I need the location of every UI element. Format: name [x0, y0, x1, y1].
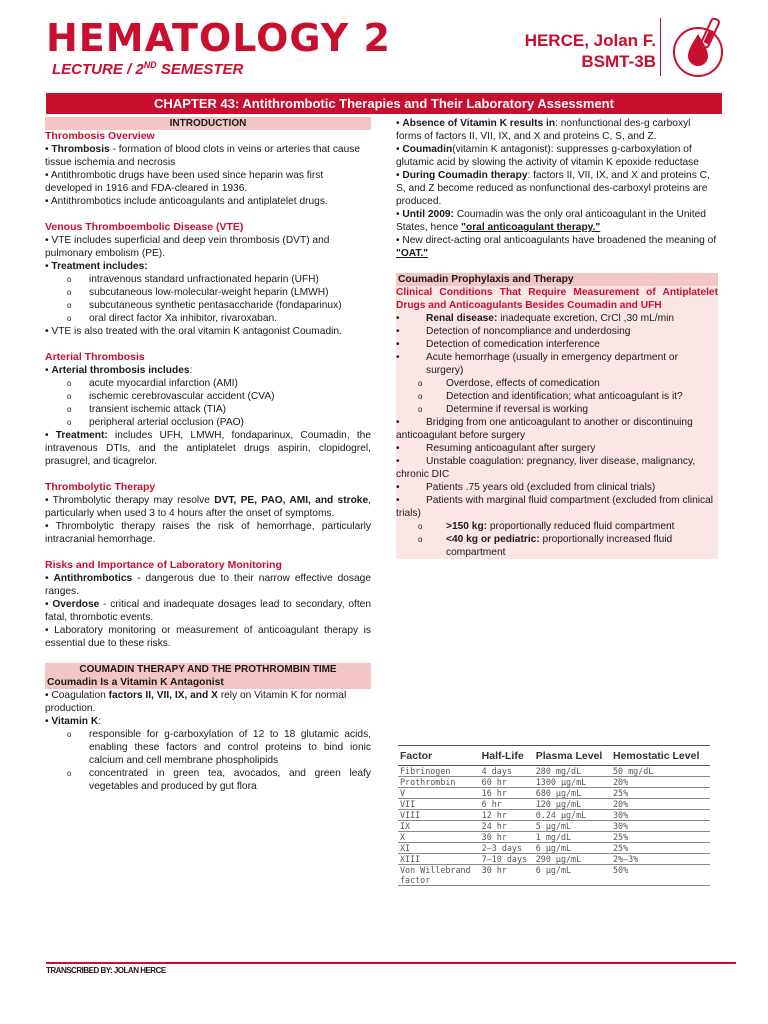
coumadin-subheader: Coumadin Is a Vitamin K Antagonist	[45, 676, 371, 689]
list-item: • Detection of comedication interference	[396, 339, 600, 350]
coumadin-mechanism: • Coumadin(vitamin K antagonist): suppresses g-carboxylation of glutamic acid by slowing the activity of vitamin K epoxide reductase	[396, 144, 699, 168]
arterial-includes-label: • Arterial thrombosis includes:	[45, 365, 193, 376]
clinical-heading: Clinical Conditions That Require Measurement of Antiplatelet Drugs and Anticoagulants Besides Coumadin and UFH	[396, 287, 718, 311]
table-row	[398, 810, 710, 821]
table-row	[398, 777, 710, 788]
list-item: o acute myocardial infarction (AMI)	[67, 378, 238, 389]
list-item: o oral direct factor Xa inhibitor, rivaroxaban.	[67, 313, 277, 324]
list-item: • Detection of noncompliance and underdosing	[396, 326, 631, 337]
list-item: • Patients with marginal fluid compartment (excluded from clinical	[396, 495, 714, 506]
table-cell: 1 mg/dL	[534, 832, 611, 843]
list-item: o Determine if reversal is working	[418, 404, 589, 415]
page-header	[0, 0, 768, 92]
author-name: HERCE, Jolan F.	[524, 31, 656, 50]
table-row	[398, 788, 710, 799]
list-item: o >150 kg: proportionally reduced fluid compartment	[418, 521, 675, 532]
heparin-history: • Antithrombotic drugs have been used since heparin was first developed in 1916 and FDA-cleared in 1936.	[45, 170, 324, 194]
new-oat: • New direct-acting oral anticoagulants have broadened the meaning of "OAT."	[396, 235, 717, 259]
list-item: • Acute hemorrhage (usually in emergency department or surgery)	[396, 352, 678, 376]
table-cell: Fibrinogen	[398, 766, 480, 777]
table-cell: 680 μg/mL	[534, 788, 611, 799]
thrombolytic-resolve: • Thrombolytic therapy may resolve DVT, PE, PAO, AMI, and stroke, particularly when used 3 to 4 hours after the onset of symptoms.	[45, 495, 371, 519]
table-cell: XI	[398, 843, 480, 854]
introduction-header: INTRODUCTION	[45, 117, 371, 130]
table-header-row	[398, 748, 710, 766]
table-row	[398, 843, 710, 854]
table-cell: 2%–3%	[611, 854, 710, 865]
table-cell	[611, 875, 710, 886]
table-cell: factor	[398, 875, 480, 886]
table-cell: 30 hr	[481, 865, 507, 876]
risks-heading: Risks and Importance of Laboratory Monitoring	[45, 559, 282, 571]
table-cell: 5 μg/mL	[534, 821, 611, 832]
table-cell: 50%	[613, 865, 629, 876]
table-top-rule	[398, 745, 710, 746]
list-item: • Bridging from one anticoagulant to another or discontinuing	[396, 417, 693, 428]
vitamin-k-label: • Vitamin K:	[45, 716, 102, 727]
table-cell: 20%	[611, 777, 710, 788]
table-cell	[534, 875, 611, 886]
transcriber-credit: TRANSCRIBED BY: JOLAN HERCE	[46, 966, 166, 975]
lecture-subtitle: LECTURE / 2ND SEMESTER	[52, 60, 244, 78]
vte-heading: Venous Thromboembolic Disease (VTE)	[45, 221, 244, 233]
table-cell: 30%	[611, 810, 710, 821]
table-cell: 280 mg/dL	[534, 766, 611, 777]
table-cell: XIII	[398, 854, 480, 865]
monitoring-importance: • Laboratory monitoring or measurement of anticoagulant therapy is essential due to these risks.	[45, 625, 371, 649]
table-cell: 6 μg/mL	[535, 865, 572, 876]
antithrombotics-risk: • Antithrombotics - dangerous due to their narrow effective dosage ranges.	[45, 573, 372, 597]
list-item: o <40 kg or pediatric: proportionally increased fluid compartment	[418, 534, 673, 558]
list-item-continuation: anticoagulant before surgery	[396, 430, 526, 441]
header-divider	[660, 18, 661, 76]
table-cell: 0.24 μg/mL	[534, 810, 611, 821]
table-cell: 1300 μg/mL	[534, 777, 611, 788]
column-header: Hemostatic Level	[611, 748, 710, 766]
table-cell: 30 hr	[480, 832, 534, 843]
table-cell: 25%	[611, 832, 710, 843]
arterial-thrombosis-heading: Arterial Thrombosis	[45, 351, 145, 363]
table-cell: 6 hr	[480, 799, 534, 810]
overdose-risk: • Overdose - critical and inadequate dosages lead to secondary, often fatal, thrombotic events.	[45, 599, 371, 623]
table-row	[398, 799, 710, 810]
table-cell: 20%	[611, 799, 710, 810]
table-cell: 16 hr	[480, 788, 534, 799]
table-row	[398, 875, 710, 886]
factor-table-body	[398, 766, 710, 886]
left-column	[45, 117, 371, 793]
thrombolytic-risk: • Thrombolytic therapy raises the risk of hemorrhage, particularly intracranial hemorrhage.	[45, 521, 371, 545]
list-item: o concentrated in green tea, avocados, and green leafy vegetables and produced by gut flora	[67, 768, 371, 792]
table-cell: V	[398, 788, 480, 799]
list-item: o subcutaneous low-molecular-weight heparin (LMWH)	[67, 287, 329, 298]
coagulation-factors: • Coagulation factors II, VII, IX, and X rely on Vitamin K for normal production.	[45, 690, 347, 714]
coumadin-therapy-header: COUMADIN THERAPY AND THE PROTHROMBIN TIME	[45, 663, 371, 676]
table-cell: IX	[398, 821, 480, 832]
right-column	[396, 117, 718, 559]
list-item-continuation: trials)	[396, 508, 421, 519]
author-block	[525, 30, 656, 72]
factor-table	[398, 748, 710, 886]
list-item: • Patients .75 years old (excluded from clinical trials)	[396, 482, 656, 493]
table-cell: X	[398, 832, 480, 843]
list-item-continuation: chronic DIC	[396, 469, 450, 480]
main-title: HEMATOLOGY 2	[46, 16, 391, 60]
author-section: BSMT-3B	[581, 52, 656, 71]
table-cell: Prothrombin	[398, 777, 480, 788]
list-item: o intravenous standard unfractionated heparin (UFH)	[67, 274, 319, 285]
column-header: Factor	[398, 748, 480, 766]
arterial-treatment: • Treatment: includes UFH, LMWH, fondaparinux, Coumadin, the intravenous DTIs, and the antiplatelet drugs aspirin, clopidogrel, prasugrel, and ticagrelor.	[45, 430, 371, 467]
table-cell: 24 hr	[480, 821, 534, 832]
list-item: o ischemic cerebrovascular accident (CVA)	[67, 391, 275, 402]
vte-description: • VTE includes superficial and deep vein thrombosis (DVT) and pulmonary embolism (PE).	[45, 235, 330, 259]
column-header: Half-Life	[480, 748, 534, 766]
list-item: o transient ischemic attack (TIA)	[67, 404, 227, 415]
thrombosis-definition: • Thrombosis - formation of blood clots in veins or arteries that cause tissue ischemia and necrosis	[45, 144, 360, 168]
list-item: • Unstable coagulation: pregnancy, liver disease, malignancy,	[396, 456, 696, 467]
table-cell: Von Willebrand	[400, 865, 471, 876]
table-row	[398, 865, 710, 876]
table-cell: VII	[398, 799, 480, 810]
table-cell: 50 mg/dL	[611, 766, 710, 777]
table-cell: VIII	[398, 810, 480, 821]
footer-rule	[46, 962, 736, 964]
chapter-title-bar: CHAPTER 43: Antithrombotic Therapies and Their Laboratory Assessment	[46, 93, 722, 114]
thrombosis-overview-heading: Thrombosis Overview	[45, 130, 155, 142]
thrombolytic-heading: Thrombolytic Therapy	[45, 481, 156, 493]
table-row	[398, 821, 710, 832]
until-2009: • Until 2009: Coumadin was the only oral anticoagulant in the United States, hence "oral anticoagulant therapy."	[396, 209, 706, 233]
list-item: o subcutaneous synthetic pentasaccharide (fondaparinux)	[67, 300, 342, 311]
table-cell: 4 days	[480, 766, 534, 777]
blood-tube-drop-icon	[668, 14, 730, 80]
table-cell: 6 μg/mL	[534, 843, 611, 854]
list-item: o peripheral arterial occlusion (PAO)	[67, 417, 244, 428]
table-row	[398, 766, 710, 777]
table-cell: 2–3 days	[480, 843, 534, 854]
vitamin-k-absence: • Absence of Vitamin K results in: nonfunctional des-g carboxyl forms of factors II, VII, IX, and X and proteins C, S, and Z.	[396, 118, 691, 142]
table-cell: 25%	[611, 788, 710, 799]
table-cell: 120 μg/mL	[534, 799, 611, 810]
list-item: o responsible for g-carboxylation of 12 to 18 glutamic acids, enabling these factors and control proteins to bind ionic calcium and cell membrane phospholipids	[67, 729, 371, 766]
list-item: • Renal disease: inadequate excretion, CrCl ,30 mL/min	[396, 313, 675, 324]
table-row	[398, 832, 710, 843]
table-cell: 25%	[611, 843, 710, 854]
table-cell: 60 hr	[480, 777, 534, 788]
list-item: o Overdose, effects of comedication	[418, 378, 600, 389]
table-row	[398, 854, 710, 865]
antithrombotic-types: • Antithrombotics include anticoagulants and antiplatelet drugs.	[45, 196, 328, 207]
table-cell: 12 hr	[480, 810, 534, 821]
table-cell: 7–10 days	[480, 854, 534, 865]
during-coumadin: • During Coumadin therapy: factors II, VII, IX, and X and proteins C, S, and Z become reduced as nonfunctional des-carboxyl proteins are produced.	[396, 170, 710, 207]
table-cell: 290 μg/mL	[534, 854, 611, 865]
table-cell: 30%	[611, 821, 710, 832]
list-item: • Resuming anticoagulant after surgery	[396, 443, 596, 454]
vte-treatment-label: • Treatment includes:	[45, 261, 148, 272]
clinical-conditions-box	[396, 286, 718, 559]
column-header: Plasma Level	[534, 748, 611, 766]
vte-coumadin: • VTE is also treated with the oral vitamin K antagonist Coumadin.	[45, 326, 342, 337]
list-item: o Detection and identification; what anticoagulant is it?	[418, 391, 683, 402]
table-cell	[480, 875, 534, 886]
prophylaxis-header: Coumadin Prophylaxis and Therapy	[396, 273, 718, 286]
